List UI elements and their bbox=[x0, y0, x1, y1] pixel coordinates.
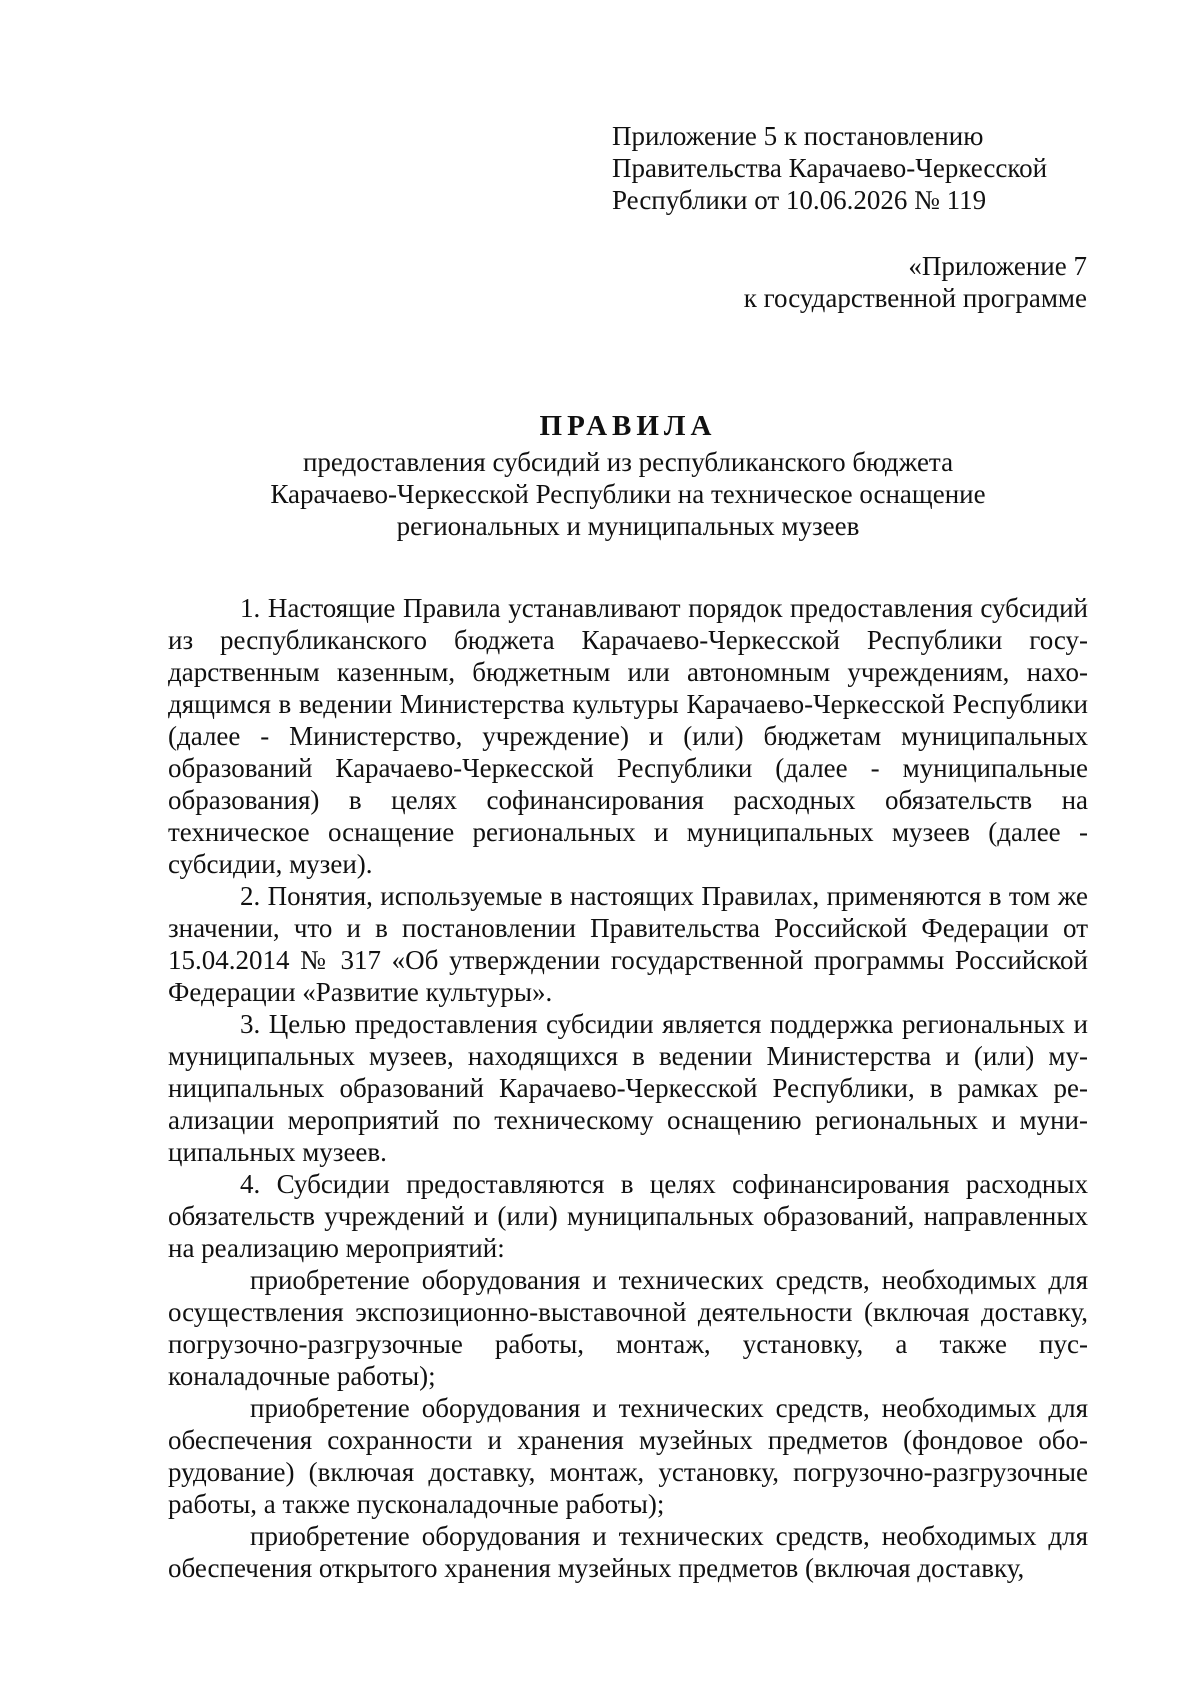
approval-line: Приложение 5 к постановлению bbox=[612, 121, 984, 151]
document-subtitle-line: Карачаево-Черкесской Республики на техническое оснащение bbox=[270, 479, 986, 509]
list-item: приобретение оборудования и технических средств, необходимых для осуществления экспозиционно-выставочной деятельности (включая доставку, погрузочно-разгрузочные работы, монтаж, установку, а также пусконаладочные работы); bbox=[168, 1265, 1088, 1391]
approval-reference bbox=[612, 120, 1047, 216]
paragraph-2: 2. Понятия, используемые в настоящих Правилах, применяются в том же значении, что и в постановлении Правительства Российской Федерации от 15.04.2014 № 317 «Об утверждении государственной программы Российской Федерации «Развитие культуры». bbox=[168, 881, 1088, 1007]
document-title: ПРАВИЛА bbox=[539, 410, 717, 442]
list-item: приобретение оборудования и технических средств, необходимых для обеспечения открытого хранения музейных предметов (включая доставку, bbox=[168, 1521, 1088, 1583]
approval-line: Республики от 10.06.2026 № 119 bbox=[612, 185, 987, 215]
list-item: приобретение оборудования и технических средств, необходимых для обеспечения сохранности и хранения музейных предметов (фондовое оборудование) (включая доставку, монтаж, установку, погрузочно-разгрузочные работы, а также пусконаладочные работы); bbox=[168, 1393, 1088, 1519]
appendix-line: к государственной программе bbox=[743, 283, 1087, 313]
paragraph-1: 1. Настоящие Правила устанавливают порядок предоставления субсидий из республиканского бюджета Карачаево-Черкесской Республики государственным казенным, бюджетным или автономным учреждениям, находящимся в ведении Министерства культуры Карачаево-Черкесской Республики (далее - Министерство, учреждение) и (или) бюджетам муниципальных образований Карачаево-Черкесской Республики (далее - муниципальные образования) в целях софинансирования расходных обязательств на техническое оснащение региональных и муниципальных музеев (далее - субсидии, музеи). bbox=[168, 593, 1088, 879]
document-subtitle-line: предоставления субсидий из республиканского бюджета bbox=[302, 447, 954, 477]
appendix-reference bbox=[744, 250, 1087, 314]
document-subtitle-line: региональных и муниципальных музеев bbox=[396, 511, 860, 541]
paragraph-3: 3. Целью предоставления субсидии является поддержка региональных и муниципальных музеев, находящихся в ведении Министерства и (или) муниципальных образований Карачаево-Черкесской Республики, в рамках реализации мероприятий по техническому оснащению региональных и муниципальных музеев. bbox=[168, 1009, 1088, 1167]
document-heading bbox=[168, 408, 1088, 542]
paragraph-4: 4. Субсидии предоставляются в целях софинансирования расходных обязательств учреждений и (или) муниципальных образований, направленных на реализацию мероприятий: bbox=[168, 1169, 1088, 1263]
appendix-line: «Приложение 7 bbox=[908, 251, 1087, 281]
document-body bbox=[168, 592, 1088, 1584]
approval-line: Правительства Карачаево-Черкесской bbox=[612, 153, 1048, 183]
